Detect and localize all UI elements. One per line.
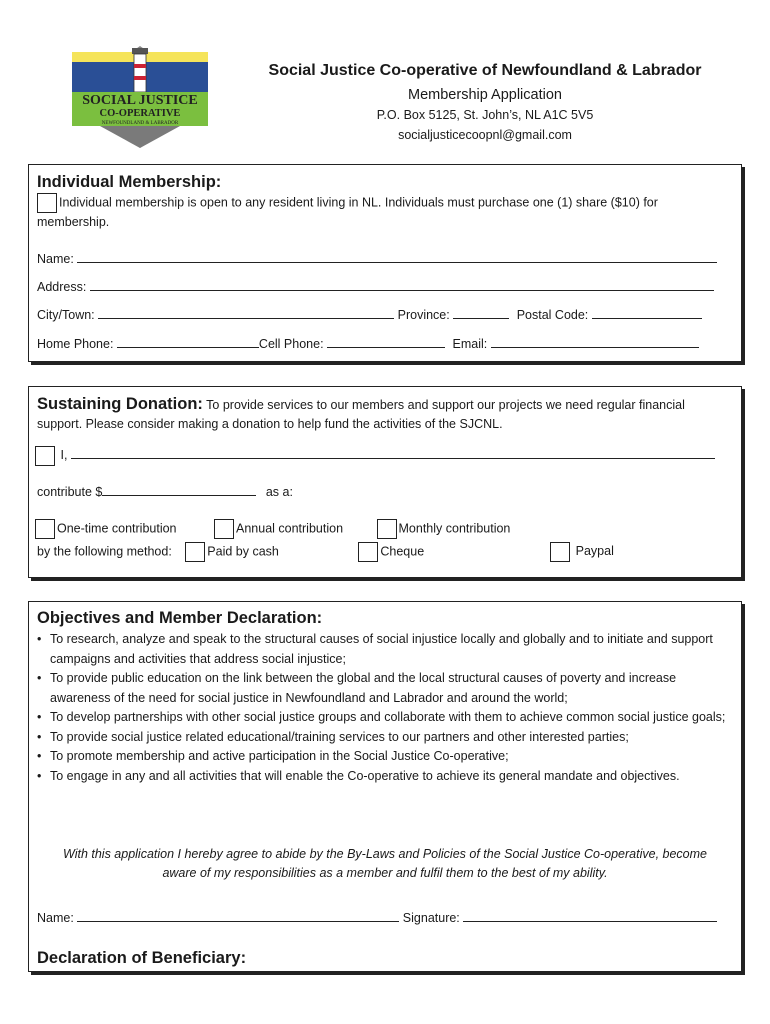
form-subtitle: Membership Application [408, 87, 562, 103]
province-field[interactable] [453, 305, 509, 319]
cash-label: Paid by cash [207, 544, 279, 559]
contribute-label: contribute $ [37, 485, 103, 499]
frequency-row [35, 519, 510, 539]
home-phone-field[interactable] [117, 334, 259, 348]
postal-code-field[interactable] [592, 305, 702, 319]
objective-item: • To engage in any and all activities that will enable the Co-operative to achieve its general mandate and objectives. [35, 767, 735, 787]
email-field[interactable] [491, 334, 699, 348]
org-address: P.O. Box 5125, St. John’s, NL A1C 5V5 [376, 108, 594, 122]
objective-item: • To develop partnerships with other social justice groups and collaborate with them to achieve common social justice goals; [35, 708, 735, 728]
cash-checkbox[interactable] [185, 542, 205, 562]
objective-item: • To promote membership and active participation in the Social Justice Co-operative; [35, 747, 735, 767]
city-row [37, 305, 702, 322]
member-declaration: With this application I hereby agree to abide by the By-Laws and Policies of the Social Justice Co-operative, become aware of my responsibilities as a member and fulfil them to the best of my ability. [63, 847, 707, 880]
monthly-label: Monthly contribution [398, 521, 511, 536]
address-label: Address: [37, 280, 87, 294]
postal-code-label: Postal Code: [516, 308, 589, 322]
method-row [37, 542, 614, 562]
cell-phone-label: Cell Phone: [258, 337, 324, 351]
sustaining-heading: Sustaining Donation: [37, 395, 203, 413]
city-field[interactable] [98, 305, 394, 319]
objective-item: • To provide public education on the link between the global and the local structural causes of poverty and increase awareness of the need for social justice in Newfoundland and Labrador and around the world; [35, 669, 735, 708]
objectives-heading: Objectives and Member Declaration: [37, 609, 323, 627]
annual-checkbox[interactable] [214, 519, 234, 539]
paypal-label: Paypal [575, 544, 614, 559]
individual-membership-section [28, 164, 742, 362]
declaration-name-label: Name: [37, 911, 74, 925]
contribution-amount-field[interactable] [102, 482, 256, 496]
sustaining-intro: To provide services to our members and support our projects we need regular financial support. Please consider making a donation to help fund the activities of the SJCNL. [37, 398, 685, 431]
declaration-signature-row [37, 908, 717, 925]
name-row [37, 249, 717, 266]
objective-item: • To provide social justice related educational/training services to our partners and other interested parties; [35, 728, 735, 748]
address-row [37, 277, 714, 294]
logo [70, 44, 210, 152]
contribute-row [37, 482, 293, 499]
home-phone-label: Home Phone: [37, 337, 114, 351]
donor-name-field[interactable] [71, 445, 715, 459]
logo-line3: NEWFOUNDLAND & LABRADOR [101, 121, 179, 126]
name-field[interactable] [77, 249, 717, 263]
one-time-label: One-time contribution [57, 521, 177, 536]
monthly-checkbox[interactable] [377, 519, 397, 539]
individual-intro [37, 193, 729, 232]
cell-phone-field[interactable] [327, 334, 445, 348]
as-a-label: as a: [265, 485, 293, 499]
method-label: by the following method: [37, 544, 172, 559]
one-time-checkbox[interactable] [35, 519, 55, 539]
signature-label: Signature: [402, 911, 460, 925]
logo-line1: SOCIAL JUSTICE [82, 93, 198, 108]
individual-heading: Individual Membership: [37, 173, 222, 191]
signature-field[interactable] [463, 908, 717, 922]
sustaining-donation-checkbox[interactable] [35, 446, 55, 466]
i-label: I, [60, 448, 68, 462]
donor-name-row [35, 445, 715, 466]
individual-membership-checkbox[interactable] [37, 193, 57, 213]
name-label: Name: [37, 252, 74, 266]
city-label: City/Town: [37, 308, 95, 322]
phone-row [37, 334, 699, 351]
email-label: Email: [452, 337, 488, 351]
sustaining-donation-section [28, 386, 742, 578]
beneficiary-heading: Declaration of Beneficiary: [37, 949, 247, 967]
annual-label: Annual contribution [236, 521, 344, 536]
cheque-checkbox[interactable] [358, 542, 378, 562]
paypal-checkbox[interactable] [550, 542, 570, 562]
sustaining-intro-block [37, 395, 731, 434]
logo-line2: CO-OPERATIVE [99, 108, 181, 119]
objective-item: • To research, analyze and speak to the structural causes of social injustice locally and globally and to initiate and support campaigns and activities that address social injustice; [35, 630, 735, 669]
declaration-name-field[interactable] [77, 908, 399, 922]
individual-intro-text: Individual membership is open to any resident living in NL. Individuals must purchase one (1) share ($10) for membership. [37, 195, 658, 229]
province-label: Province: [397, 308, 450, 322]
cheque-label: Cheque [380, 544, 425, 559]
objectives-list [35, 630, 735, 786]
address-field[interactable] [90, 277, 714, 291]
org-email: socialjusticecoopnl@gmail.com [398, 128, 572, 142]
org-title: Social Justice Co-operative of Newfoundland & Labrador [268, 62, 702, 79]
objectives-section [28, 601, 742, 972]
